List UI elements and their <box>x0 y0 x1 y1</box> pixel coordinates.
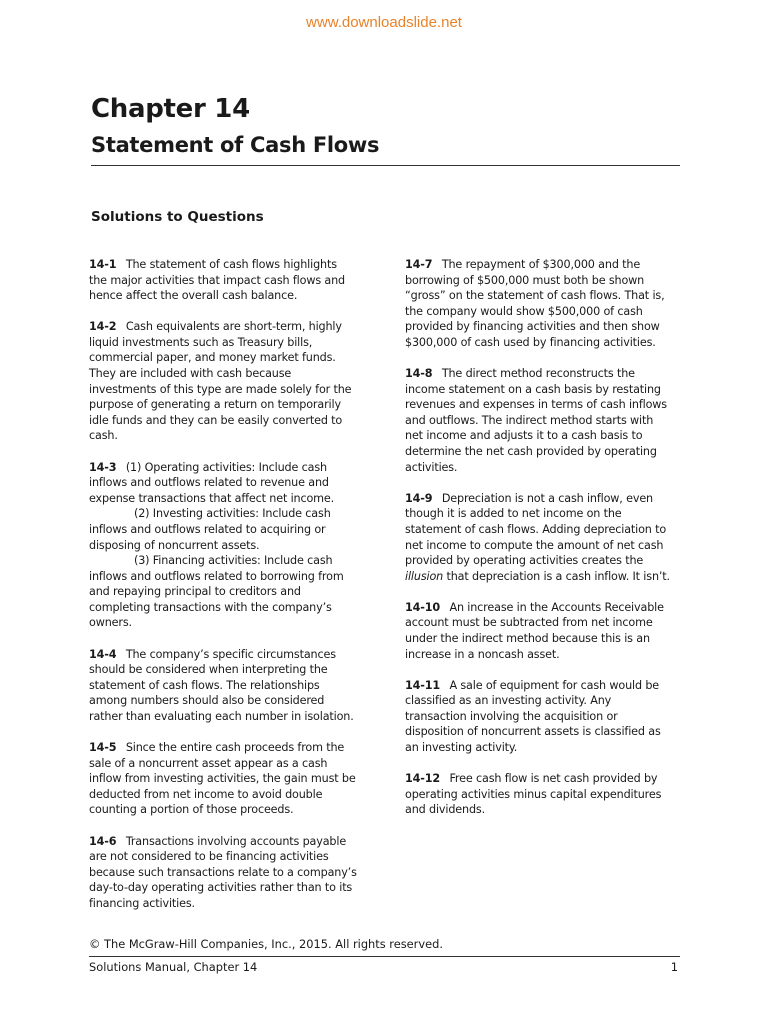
answer-text: The repayment of $300,000 and the borrowing of $500,000 must both be shown “gross” on the statement of cash flows. That is, the company would show $500,000 of cash provided by financing activities and then show $300,000 of cash used by financing activities. <box>405 258 665 349</box>
page-number: 1 <box>670 960 678 974</box>
title-divider <box>91 165 680 166</box>
question-answer <box>405 257 673 351</box>
question-number: 14-10 <box>405 600 441 614</box>
answer-text: An increase in the Accounts Receivable account must be subtracted from net income under the indirect method because this is an increase in a noncash asset. <box>405 600 664 661</box>
question-answer <box>89 257 357 304</box>
answer-text: A sale of equipment for cash would be classified as an investing activity. Any transaction involving the acquisition or disposition of noncurrent assets is classified as an investing activity. <box>405 678 661 755</box>
question-answer <box>405 771 673 818</box>
question-number: 14-12 <box>405 772 441 786</box>
right-column <box>405 257 673 833</box>
question-answer <box>405 678 673 756</box>
answer-emphasis: illusion <box>405 569 444 583</box>
question-answer <box>405 491 673 585</box>
answer-text: Free cash flow is net cash provided by operating activities minus capital expenditures and dividends. <box>405 772 662 817</box>
question-number: 14-5 <box>89 741 117 755</box>
answer-text: (1) Operating activities: Include cash inflows and outflows related to revenue and expense transactions that affect net income. <box>89 460 335 505</box>
question-number: 14-8 <box>405 367 433 381</box>
watermark-url[interactable]: www.downloadslide.net <box>306 14 462 31</box>
chapter-number-heading: Chapter 14 <box>91 94 250 124</box>
question-answer <box>89 647 357 725</box>
answer-text: Cash equivalents are short-term, highly liquid investments such as Treasury bills, commercial paper, and money market funds. They are included with cash because investments of this type are made solely for the purpose of generating a return on temporarily idle funds and they can be easily converted to cash. <box>89 320 352 443</box>
question-answer <box>89 740 357 818</box>
question-number: 14-9 <box>405 491 433 505</box>
answer-subitem: (3) Financing activities: Include cash inflows and outflows related to borrowing from and repaying principal to creditors and completing transactions with the company’s owners. <box>89 554 344 630</box>
left-column <box>89 257 357 927</box>
footer-divider <box>89 956 680 957</box>
question-number: 14-3 <box>89 460 117 474</box>
answer-subitem: (2) Investing activities: Include cash inflows and outflows related to acquiring or disposing of noncurrent assets. <box>89 507 331 552</box>
footer-manual-label: Solutions Manual, Chapter 14 <box>89 960 258 974</box>
answer-text: Since the entire cash proceeds from the sale of a noncurrent asset appear as a cash inflow from investing activities, the gain must be deducted from net income to avoid double counting a portion of those proceeds. <box>89 741 356 817</box>
answer-text: Depreciation is not a cash inflow, even though it is added to net income on the statement of cash flows. Adding depreciation to net income to compute the amount of net cash provided by operating activities creates the <box>405 491 667 568</box>
question-answer <box>405 366 673 475</box>
section-heading: Solutions to Questions <box>91 209 264 225</box>
question-answer <box>89 460 357 632</box>
answer-text: that depreciation is a cash inflow. It isn’t. <box>443 569 670 583</box>
question-answer <box>405 600 673 662</box>
question-answer <box>89 319 357 444</box>
answer-text: Transactions involving accounts payable are not considered to be financing activities because such transactions relate to a company’s day-to-day operating activities rather than to its financing activities. <box>89 834 357 910</box>
question-number: 14-2 <box>89 320 117 334</box>
answer-text: The company’s specific circumstances should be considered when interpreting the statement of cash flows. The relationships among numbers should also be considered rather than evaluating each number in isolation. <box>89 647 354 723</box>
question-answer <box>89 834 357 912</box>
question-number: 14-6 <box>89 834 117 848</box>
question-number: 14-4 <box>89 647 117 661</box>
question-number: 14-11 <box>405 678 441 692</box>
question-number: 14-7 <box>405 258 433 271</box>
answer-text: The direct method reconstructs the income statement on a cash basis by restating revenues and expenses in terms of cash inflows and outflows. The indirect method starts with net income and adjusts it to a cash basis to determine the net cash provided by operating activities. <box>405 367 667 474</box>
copyright-notice: © The McGraw-Hill Companies, Inc., 2015. All rights reserved. <box>89 937 443 951</box>
question-number: 14-1 <box>89 258 117 271</box>
answer-text: The statement of cash flows highlights the major activities that impact cash flows and hence affect the overall cash balance. <box>89 258 346 303</box>
chapter-title: Statement of Cash Flows <box>91 133 380 157</box>
